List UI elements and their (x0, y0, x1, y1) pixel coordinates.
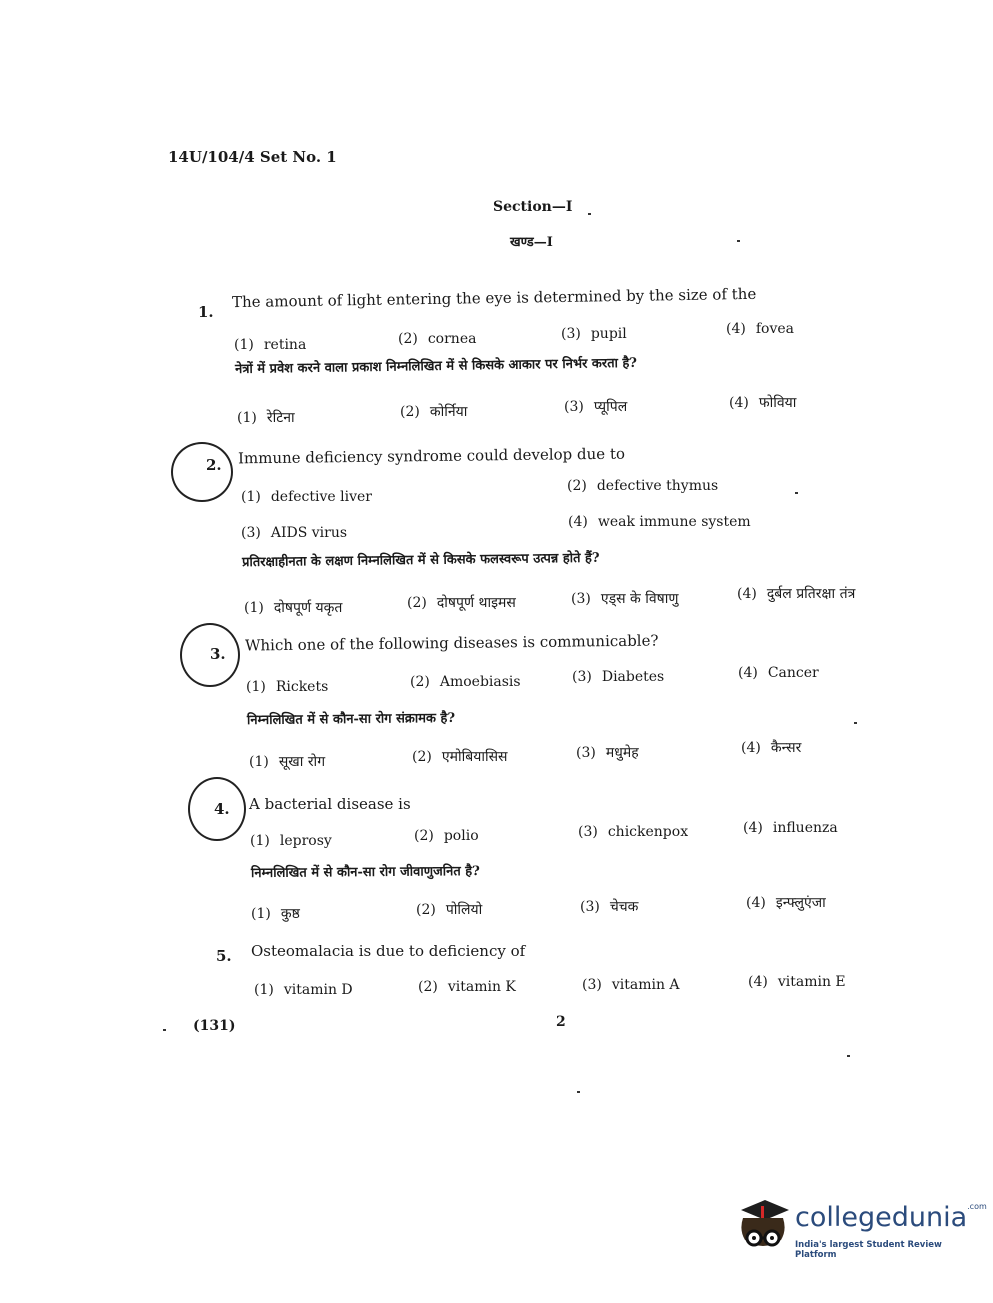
scan-speck (847, 1055, 850, 1057)
question-text: Osteomalacia is due to deficiency of (251, 942, 526, 960)
option-1: (1) retina (234, 337, 307, 353)
hindi-option-4: (4) कैन्सर (741, 740, 802, 756)
hindi-option-1: (1) सूखा रोग (249, 754, 326, 770)
question-text: Which one of the following diseases is communicable? (244, 631, 659, 655)
footer-code: (131) (193, 1018, 236, 1034)
scan-speck (577, 1091, 580, 1093)
hindi-option-4: (4) दुर्बल प्रतिरक्षा तंत्र (737, 586, 856, 602)
option-4: (4) weak immune system (568, 514, 751, 530)
hindi-option-2: (2) पोलियो (416, 902, 483, 918)
hindi-option-1: (1) दोषपूर्ण यकृत (244, 600, 343, 616)
option-1: (1) Rickets (246, 679, 329, 695)
option-2: (2) vitamin K (418, 979, 516, 995)
question-text: A bacterial disease is (249, 795, 411, 813)
hindi-option-4: (4) फोविया (729, 395, 797, 411)
question-number: 2. (206, 456, 222, 474)
option-4: (4) Cancer (738, 665, 819, 681)
hindi-option-3: (3) एड्स के विषाणु (571, 591, 679, 607)
scan-speck (163, 1029, 166, 1031)
handwritten-circle-mark (171, 442, 233, 502)
question-text: The amount of light entering the eye is determined by the size of the (231, 284, 757, 312)
question-text: Immune deficiency syndrome could develop due to (237, 444, 626, 468)
question-number: 5. (216, 947, 232, 965)
paper-code: 14U/104/4 Set No. 1 (168, 148, 337, 166)
option-3: (3) pupil (561, 326, 627, 342)
scan-speck (795, 492, 798, 494)
option-1: (1) vitamin D (254, 982, 353, 998)
scan-speck (737, 240, 740, 242)
option-3: (3) Diabetes (572, 669, 665, 685)
section-title: Section—I (493, 199, 573, 215)
page-number: 2 (556, 1014, 566, 1030)
hindi-question-text: निम्नलिखित में से कौन-सा रोग जीवाणुजनित है? (250, 864, 480, 881)
hindi-option-3: (3) प्यूपिल (564, 399, 628, 415)
hindi-option-2: (2) कोर्निया (400, 404, 468, 420)
scan-speck (588, 213, 591, 215)
question-number: 1. (198, 303, 214, 321)
option-4: (4) vitamin E (748, 974, 846, 990)
logo-tagline: India's largest Student Review Platform (795, 1240, 942, 1260)
hindi-option-3: (3) चेचक (580, 899, 639, 915)
question-number: 3. (210, 645, 226, 663)
option-3: (3) AIDS virus (241, 525, 348, 541)
hindi-question-text: नेत्रों में प्रवेश करने वाला प्रकाश निम्नलिखित में से किसके आकार पर निर्भर करता है? (234, 355, 638, 378)
hindi-option-2: (2) दोषपूर्ण थाइमस (407, 595, 516, 611)
hindi-option-1: (1) कुष्ठ (251, 906, 300, 922)
hindi-option-3: (3) मधुमेह (576, 745, 639, 761)
option-2: (2) defective thymus (567, 478, 719, 494)
hindi-option-1: (1) रेटिना (237, 410, 295, 426)
hindi-question-text: प्रतिरक्षाहीनता के लक्षण निम्नलिखित में से किसके फलस्वरूप उत्पन्न होते हैं? (241, 550, 600, 571)
section-subtitle-hindi: खण्ड—I (510, 235, 553, 250)
option-4: (4) influenza (743, 820, 838, 836)
option-2: (2) cornea (398, 331, 477, 347)
option-2: (2) polio (414, 828, 479, 844)
question-number: 4. (214, 800, 230, 818)
scan-speck (854, 722, 857, 724)
hindi-option-4: (4) इन्फ्लुएंजा (746, 895, 826, 911)
option-4: (4) fovea (726, 321, 794, 337)
option-3: (3) vitamin A (582, 977, 680, 993)
option-3: (3) chickenpox (578, 824, 689, 840)
logo-wordmark: collegedunia$^{.com}$ (795, 1202, 987, 1233)
option-1: (1) defective liver (241, 489, 372, 505)
option-1: (1) leprosy (250, 833, 332, 849)
hindi-question-text: निम्नलिखित में से कौन-सा रोग संक्रामक है? (246, 710, 456, 729)
mascot-icon (735, 1196, 793, 1256)
option-2: (2) Amoebiasis (410, 674, 521, 690)
collegedunia-logo[interactable] (735, 1196, 987, 1260)
hindi-option-2: (2) एमोबियासिस (412, 749, 508, 765)
